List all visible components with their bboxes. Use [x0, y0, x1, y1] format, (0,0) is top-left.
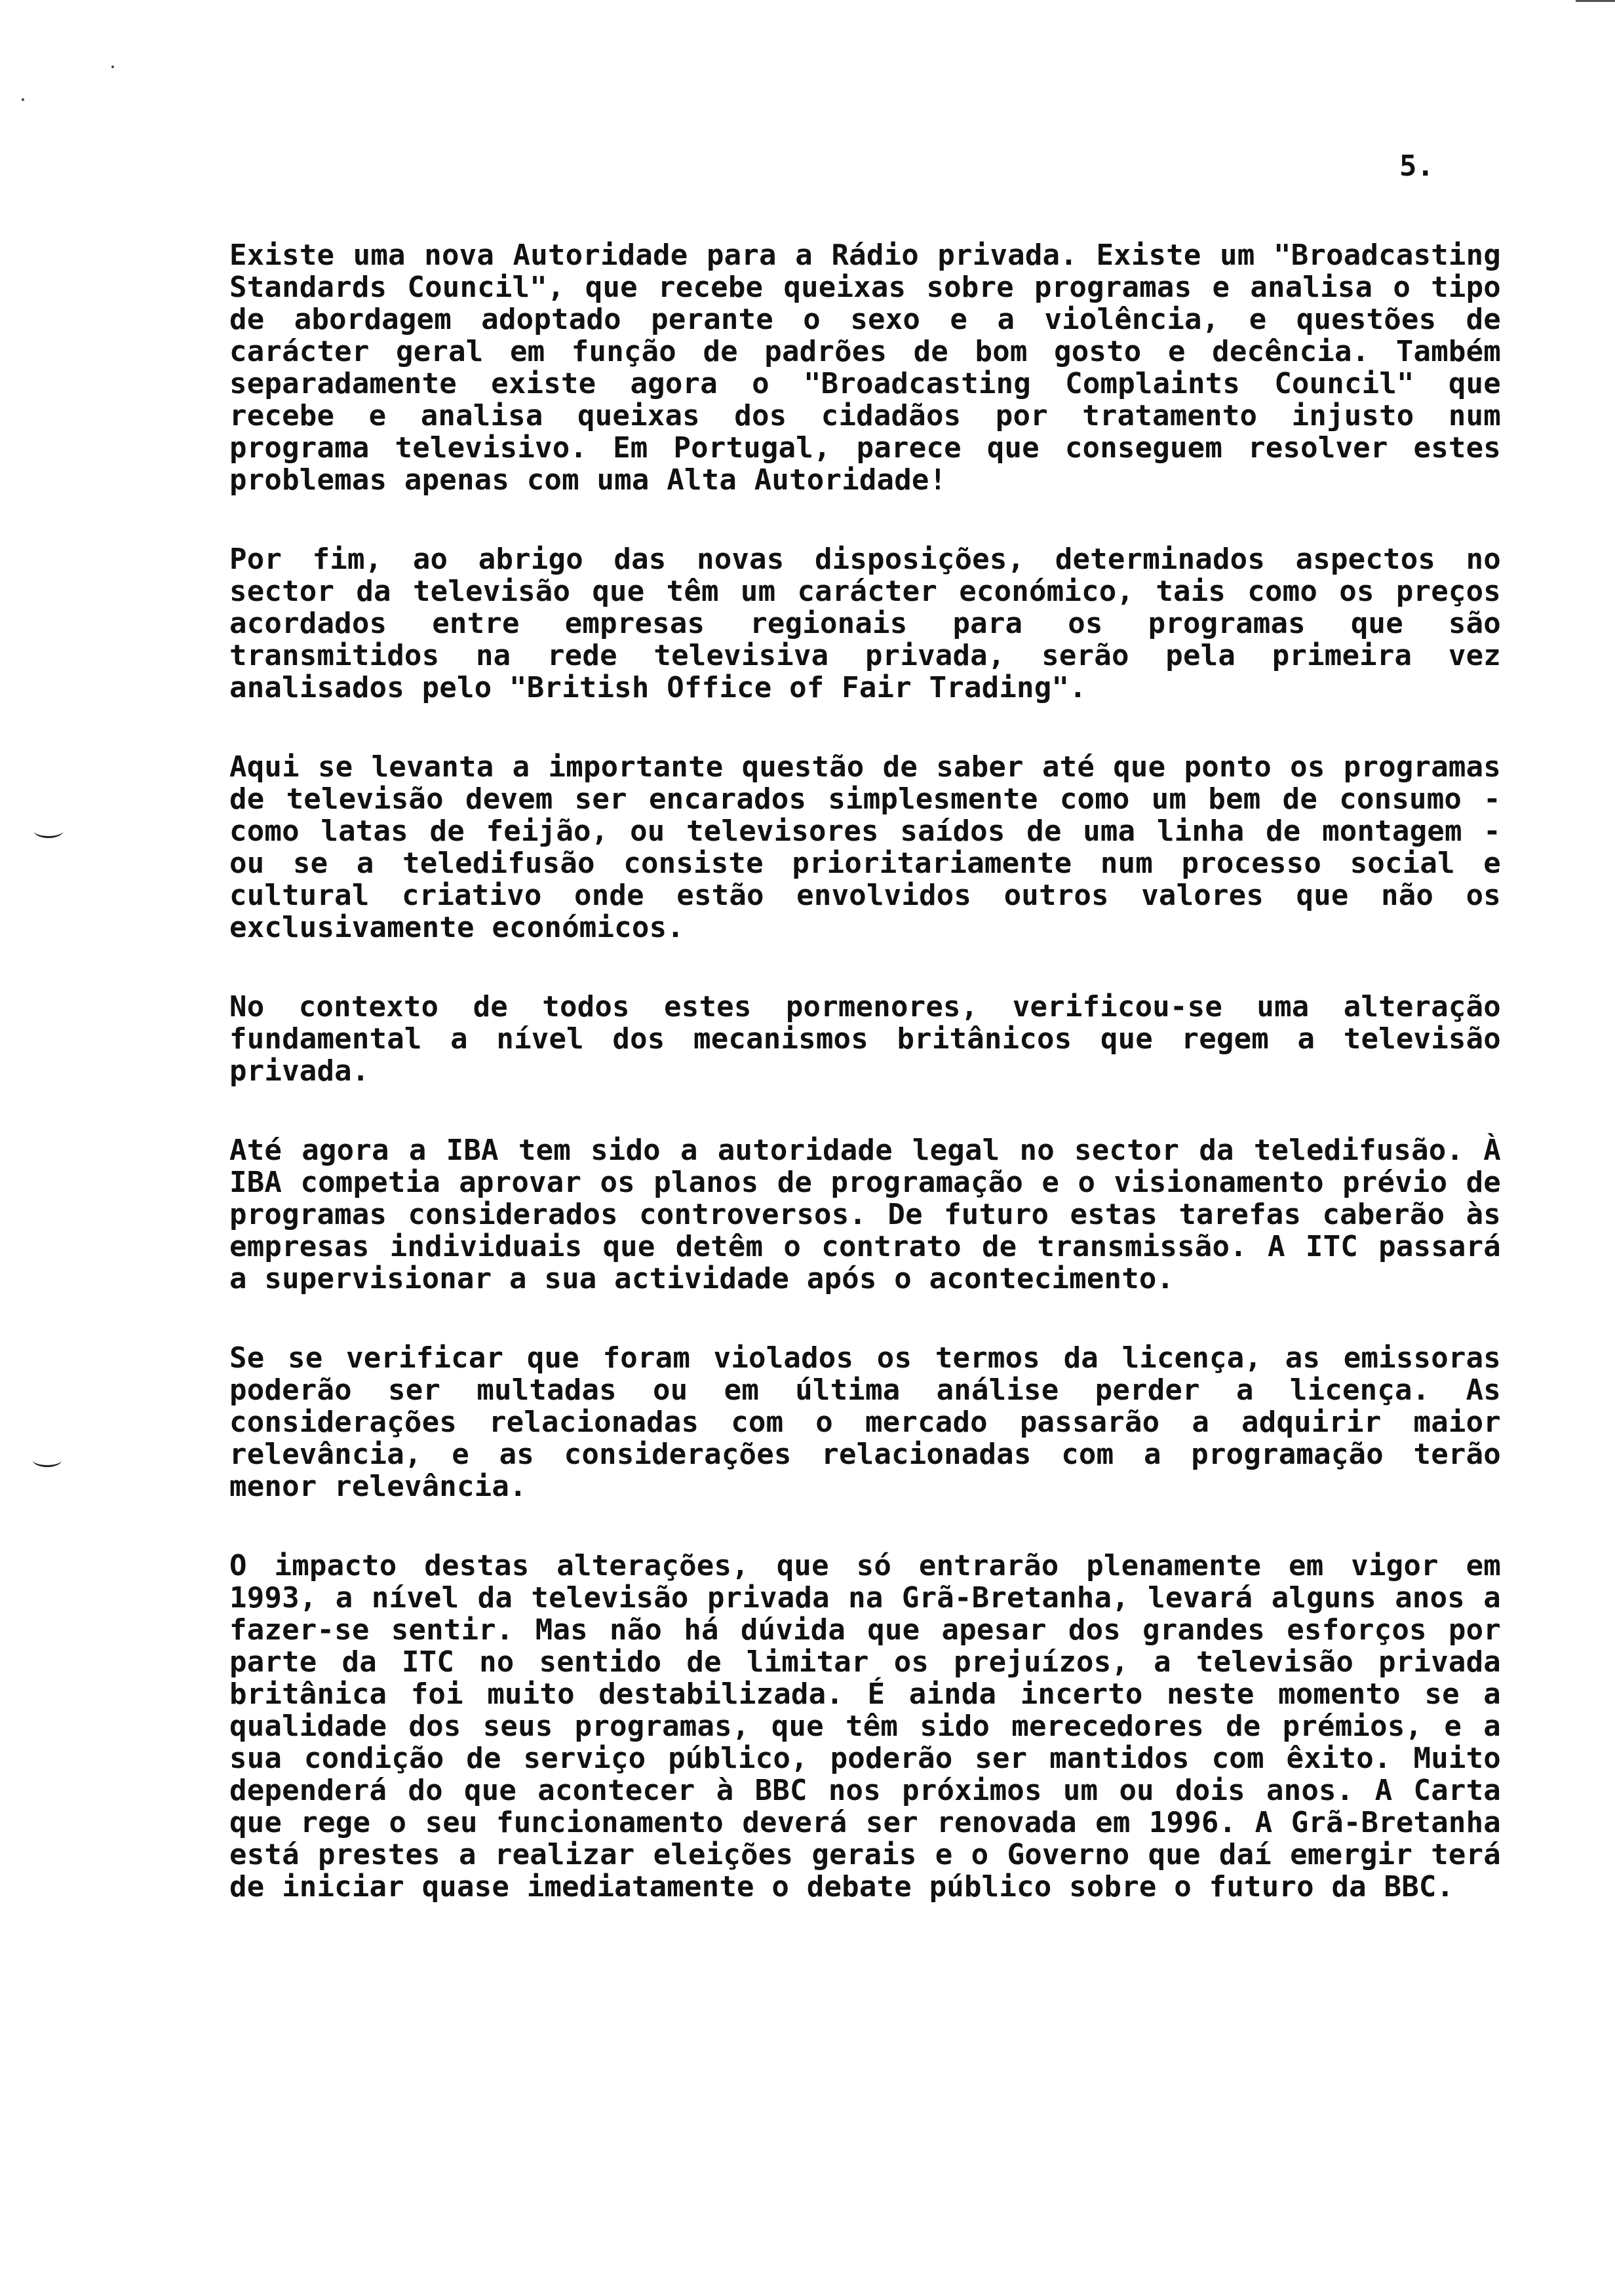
scan-speck [111, 66, 114, 68]
paragraph-fundamental-change: No contexto de todos estes pormenores, verificou-se uma alteração fundamental a nível dos mecanismos britânicos que regem a televisão privada. [229, 990, 1501, 1088]
paragraph-impact-bbc: O impacto destas alterações, que só entrarão plenamente em vigor em 1993, a nível da televisão privada na Grã-Bretanha, levará alguns anos a fazer-se sentir. Mas não há dúvida que apesar dos grandes esforços por parte da ITC no sentido de limitar os prejuízos, a televisão privada britânica foi muito destabilizada. É ainda incerto neste momento se a qualidade dos seus programas, que têm sido merecedores de prémios, e a sua condição de serviço público, poderão ser mantidos com êxito. Muito dependerá do que acontecer à BBC nos próximos um ou dois anos. A Carta que rege o seu funcionamento deverá ser renovada em 1996. A Grã-Bretanha está prestes a realizar eleições gerais e o Governo que daí emergir terá de iniciar quase imediatamente o debate público sobre o futuro da BBC. [229, 1549, 1501, 1904]
scan-speck [22, 98, 24, 101]
paragraph-broadcasting-councils: Existe uma nova Autoridade para a Rádio privada. Existe um "Broadcasting Standards Council", que recebe queixas sobre programas e analisa o tipo de abordagem adoptado perante o sexo e a violência, e questões de carácter geral em função de padrões de bom gosto e decência. Também separadamente existe agora o "Broadcasting Complaints Council" que recebe e analisa queixas dos cidadãos por tratamento injusto num programa televisivo. Em Portugal, parece que conseguem resolver estes problemas apenas com uma Alta Autoridade! [229, 239, 1501, 497]
paragraph-licence-violations: Se se verificar que foram violados os termos da licença, as emissoras poderão ser multadas ou em última análise perder a licença. As considerações relacionadas com o mercado passarão a adquirir maior relevância, e as considerações relacionadas com a programação terão menor relevância. [229, 1341, 1501, 1503]
paragraph-fair-trading: Por fim, ao abrigo das novas disposições, determinados aspectos no sector da televisão que têm um carácter económico, tais como os preços acordados entre empresas regionais para os programas que são transmitidos na rede televisiva privada, serão pela primeira vez analisados pelo "British Office of Fair Trading". [229, 543, 1501, 704]
scan-edge-mark [1576, 0, 1615, 2]
margin-punch-mark [33, 1453, 62, 1467]
margin-punch-mark [34, 824, 63, 838]
page-number: 5. [1399, 149, 1434, 183]
paragraph-consumer-goods-question: Aqui se levanta a importante questão de saber até que ponto os programas de televisão devem ser encarados simplesmente como um bem de consumo - como latas de feijão, ou televisores saídos de uma linha de montagem - ou se a teledifusão consiste prioritariamente num processo social e cultural criativo onde estão envolvidos outros valores que não os exclusivamente económicos. [229, 750, 1501, 944]
document-body [229, 239, 1501, 1950]
paragraph-iba-itc: Até agora a IBA tem sido a autoridade legal no sector da teledifusão. À IBA competia aprovar os planos de programação e o visionamento prévio de programas considerados controversos. De futuro estas tarefas caberão às empresas individuais que detêm o contrato de transmissão. A ITC passará a supervisionar a sua actividade após o acontecimento. [229, 1134, 1501, 1295]
